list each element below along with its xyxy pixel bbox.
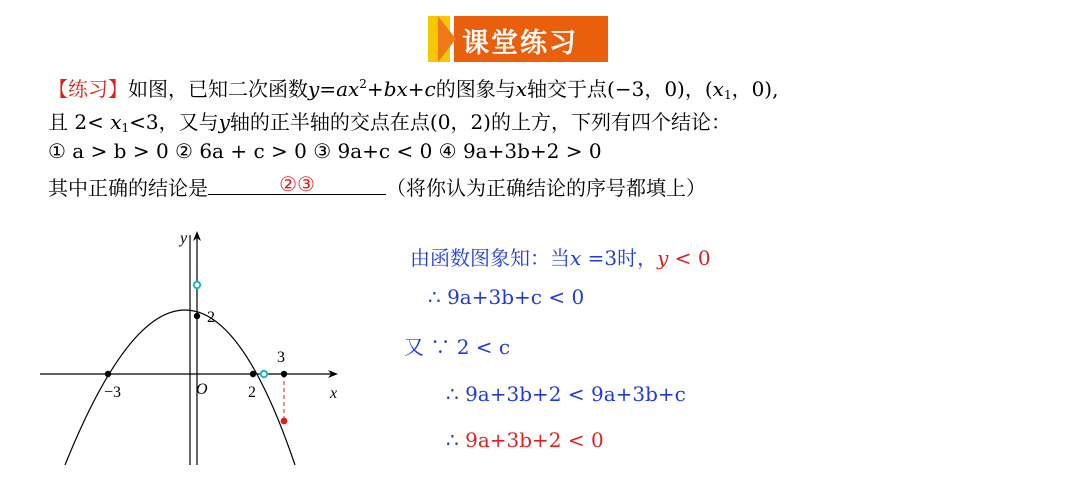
solution-line-3: 又 ∵ 2 < c bbox=[404, 335, 511, 359]
root-x1-point bbox=[261, 371, 267, 377]
problem-line-1: 【练习】如图，已知二次函数$y=ax^2+bx+c$的图象与x轴交于点(−3，0)，($x_1$，0), bbox=[48, 77, 779, 102]
problem-line-3-conclusions: ① a > b > 0 ② 6a + c > 0 ③ 9a+c < 0 ④ 9a+3b+2 > 0 bbox=[48, 139, 602, 163]
label-y2: 2 bbox=[207, 309, 215, 326]
title-banner bbox=[428, 16, 608, 62]
banner-arrow bbox=[438, 16, 456, 62]
point-x2 bbox=[250, 371, 256, 377]
red-point-x3 bbox=[281, 418, 288, 425]
label-neg3: −3 bbox=[104, 384, 122, 401]
label-x3: 3 bbox=[277, 349, 285, 366]
origin-label: O bbox=[196, 381, 208, 398]
y-axis-label: y bbox=[180, 230, 188, 247]
answer-text: ②③ bbox=[279, 172, 315, 196]
problem-line-2: 且 $2< x_1<3$，又与y轴的正半轴的交点在点(0，2)的上方，下列有四个结论： bbox=[48, 110, 731, 135]
answer-blank bbox=[208, 172, 386, 195]
point-x3 bbox=[281, 371, 287, 377]
solution-line-1: 由函数图象知：当x =3时，y < 0 bbox=[410, 246, 711, 270]
point-neg3 bbox=[105, 371, 111, 377]
banner-title: 课堂练习 bbox=[462, 28, 578, 59]
y-intercept-point bbox=[194, 282, 200, 288]
parabola-curve bbox=[65, 310, 295, 465]
label-x2: 2 bbox=[248, 384, 256, 401]
solution-line-4: ∴ 9a+3b+2 < 9a+3b+c bbox=[446, 382, 686, 406]
x-axis-label: x bbox=[330, 385, 338, 402]
solution-line-2: ∴ 9a+3b+c < 0 bbox=[428, 285, 585, 309]
parabola-graph bbox=[30, 225, 360, 475]
point-y2 bbox=[194, 313, 200, 319]
solution-line-5: ∴ 9a+3b+2 < 0 bbox=[446, 428, 604, 452]
exercise-tag: 【练习】 bbox=[48, 77, 128, 101]
problem-line-4: 其中正确的结论是 ②③ （将你认为正确结论的序号都填上） bbox=[48, 172, 706, 200]
